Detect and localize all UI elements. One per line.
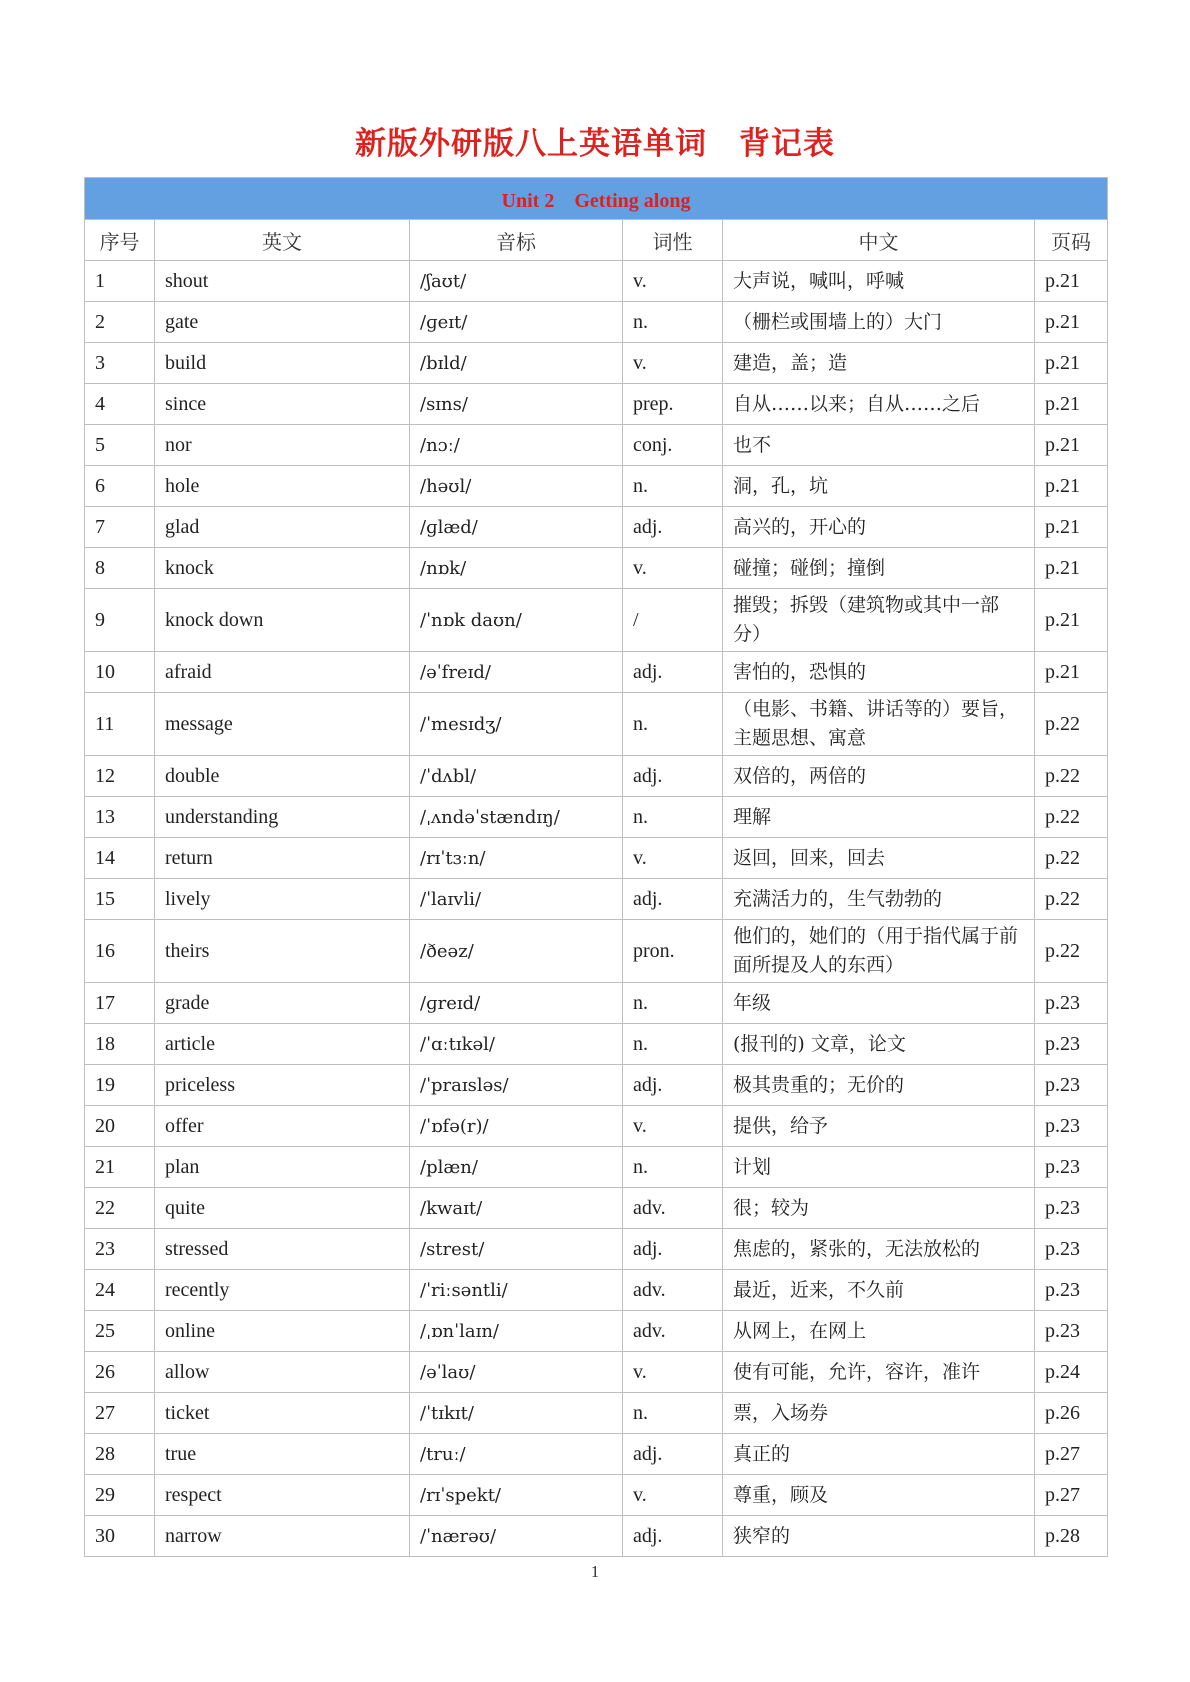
word-part-of-speech: n. bbox=[623, 983, 723, 1024]
word-phonetic: /rɪˈtɜːn/ bbox=[410, 838, 623, 879]
table-row bbox=[85, 879, 1108, 920]
word-number: 30 bbox=[85, 1516, 155, 1557]
word-english: allow bbox=[155, 1352, 410, 1393]
word-page: p.23 bbox=[1035, 1065, 1108, 1106]
word-english: recently bbox=[155, 1270, 410, 1311]
word-phonetic: /ˈɒfə(r)/ bbox=[410, 1106, 623, 1147]
word-part-of-speech: v. bbox=[623, 343, 723, 384]
word-phonetic: /ˈnɒk daʊn/ bbox=[410, 589, 623, 652]
word-number: 27 bbox=[85, 1393, 155, 1434]
word-part-of-speech: conj. bbox=[623, 425, 723, 466]
word-part-of-speech: n. bbox=[623, 1147, 723, 1188]
word-chinese: 提供，给予 bbox=[723, 1106, 1035, 1147]
word-page: p.23 bbox=[1035, 1188, 1108, 1229]
word-part-of-speech: n. bbox=[623, 797, 723, 838]
word-chinese: 大声说，喊叫，呼喊 bbox=[723, 261, 1035, 302]
word-chinese: 年级 bbox=[723, 983, 1035, 1024]
word-chinese: 最近，近来，不久前 bbox=[723, 1270, 1035, 1311]
word-chinese: 洞，孔，坑 bbox=[723, 466, 1035, 507]
word-chinese: 尊重，顾及 bbox=[723, 1475, 1035, 1516]
table-row bbox=[85, 1024, 1108, 1065]
word-english: knock bbox=[155, 548, 410, 589]
word-chinese: 他们的，她们的（用于指代属于前面所提及人的东西） bbox=[723, 920, 1035, 983]
word-part-of-speech: adv. bbox=[623, 1188, 723, 1229]
word-number: 1 bbox=[85, 261, 155, 302]
word-number: 23 bbox=[85, 1229, 155, 1270]
word-phonetic: /ðeəz/ bbox=[410, 920, 623, 983]
word-number: 25 bbox=[85, 1311, 155, 1352]
word-english: priceless bbox=[155, 1065, 410, 1106]
word-english: double bbox=[155, 756, 410, 797]
word-phonetic: /ˈpraɪsləs/ bbox=[410, 1065, 623, 1106]
word-english: glad bbox=[155, 507, 410, 548]
word-number: 6 bbox=[85, 466, 155, 507]
word-page: p.23 bbox=[1035, 1024, 1108, 1065]
word-page: p.23 bbox=[1035, 1147, 1108, 1188]
word-phonetic: /ˌʌndəˈstændɪŋ/ bbox=[410, 797, 623, 838]
word-english: knock down bbox=[155, 589, 410, 652]
word-chinese: 高兴的，开心的 bbox=[723, 507, 1035, 548]
word-number: 22 bbox=[85, 1188, 155, 1229]
word-part-of-speech: / bbox=[623, 589, 723, 652]
word-phonetic: /truː/ bbox=[410, 1434, 623, 1475]
word-chinese: 真正的 bbox=[723, 1434, 1035, 1475]
word-number: 13 bbox=[85, 797, 155, 838]
word-phonetic: /ɡeɪt/ bbox=[410, 302, 623, 343]
unit-title: Unit 2 Getting along bbox=[85, 178, 1108, 220]
table-row bbox=[85, 1516, 1108, 1557]
word-phonetic: /həʊl/ bbox=[410, 466, 623, 507]
word-chinese: （电影、书籍、讲话等的）要旨，主题思想、寓意 bbox=[723, 693, 1035, 756]
word-english: narrow bbox=[155, 1516, 410, 1557]
word-part-of-speech: adj. bbox=[623, 1434, 723, 1475]
word-part-of-speech: n. bbox=[623, 466, 723, 507]
word-english: hole bbox=[155, 466, 410, 507]
word-phonetic: /bɪld/ bbox=[410, 343, 623, 384]
word-phonetic: /ɡreɪd/ bbox=[410, 983, 623, 1024]
word-page: p.21 bbox=[1035, 343, 1108, 384]
word-chinese: 很；较为 bbox=[723, 1188, 1035, 1229]
word-part-of-speech: adj. bbox=[623, 1229, 723, 1270]
word-chinese: 返回，回来，回去 bbox=[723, 838, 1035, 879]
word-part-of-speech: adj. bbox=[623, 879, 723, 920]
word-page: p.21 bbox=[1035, 425, 1108, 466]
word-part-of-speech: adv. bbox=[623, 1270, 723, 1311]
word-part-of-speech: adj. bbox=[623, 507, 723, 548]
word-number: 26 bbox=[85, 1352, 155, 1393]
word-number: 16 bbox=[85, 920, 155, 983]
word-part-of-speech: prep. bbox=[623, 384, 723, 425]
word-number: 9 bbox=[85, 589, 155, 652]
word-chinese: 害怕的，恐惧的 bbox=[723, 652, 1035, 693]
word-page: p.23 bbox=[1035, 983, 1108, 1024]
word-part-of-speech: pron. bbox=[623, 920, 723, 983]
word-phonetic: /ˌɒnˈlaɪn/ bbox=[410, 1311, 623, 1352]
word-english: quite bbox=[155, 1188, 410, 1229]
word-phonetic: /əˈlaʊ/ bbox=[410, 1352, 623, 1393]
word-part-of-speech: n. bbox=[623, 693, 723, 756]
word-english: grade bbox=[155, 983, 410, 1024]
page-title: 新版外研版八上英语单词 背记表 bbox=[355, 126, 835, 162]
word-page: p.21 bbox=[1035, 548, 1108, 589]
table-row bbox=[85, 1434, 1108, 1475]
word-english: ticket bbox=[155, 1393, 410, 1434]
word-phonetic: /ɡlæd/ bbox=[410, 507, 623, 548]
word-english: respect bbox=[155, 1475, 410, 1516]
table-row bbox=[85, 1147, 1108, 1188]
table-row bbox=[85, 838, 1108, 879]
page-number: 1 bbox=[590, 1562, 600, 1581]
word-phonetic: /nɒk/ bbox=[410, 548, 623, 589]
word-page: p.21 bbox=[1035, 652, 1108, 693]
word-chinese: 双倍的，两倍的 bbox=[723, 756, 1035, 797]
table-row bbox=[85, 384, 1108, 425]
table-row bbox=[85, 1352, 1108, 1393]
word-english: build bbox=[155, 343, 410, 384]
header-part-of-speech: 词性 bbox=[623, 220, 723, 261]
word-phonetic: /rɪˈspekt/ bbox=[410, 1475, 623, 1516]
word-number: 10 bbox=[85, 652, 155, 693]
word-phonetic: /sɪns/ bbox=[410, 384, 623, 425]
word-english: shout bbox=[155, 261, 410, 302]
word-number: 20 bbox=[85, 1106, 155, 1147]
table-row bbox=[85, 1393, 1108, 1434]
word-page: p.22 bbox=[1035, 756, 1108, 797]
word-phonetic: /kwaɪt/ bbox=[410, 1188, 623, 1229]
word-number: 28 bbox=[85, 1434, 155, 1475]
word-chinese: 使有可能，允许，容许，准许 bbox=[723, 1352, 1035, 1393]
word-english: return bbox=[155, 838, 410, 879]
word-part-of-speech: n. bbox=[623, 302, 723, 343]
word-chinese: 焦虑的，紧张的，无法放松的 bbox=[723, 1229, 1035, 1270]
word-english: stressed bbox=[155, 1229, 410, 1270]
table-row bbox=[85, 1188, 1108, 1229]
word-number: 12 bbox=[85, 756, 155, 797]
word-english: gate bbox=[155, 302, 410, 343]
table-row bbox=[85, 983, 1108, 1024]
word-number: 3 bbox=[85, 343, 155, 384]
word-chinese: 狭窄的 bbox=[723, 1516, 1035, 1557]
table-row bbox=[85, 548, 1108, 589]
word-page: p.27 bbox=[1035, 1475, 1108, 1516]
table-row bbox=[85, 797, 1108, 838]
word-part-of-speech: v. bbox=[623, 1106, 723, 1147]
word-chinese: 建造，盖；造 bbox=[723, 343, 1035, 384]
word-chinese: 自从……以来；自从……之后 bbox=[723, 384, 1035, 425]
word-number: 14 bbox=[85, 838, 155, 879]
word-phonetic: /ˈnærəʊ/ bbox=[410, 1516, 623, 1557]
word-phonetic: /strest/ bbox=[410, 1229, 623, 1270]
word-number: 7 bbox=[85, 507, 155, 548]
word-page: p.26 bbox=[1035, 1393, 1108, 1434]
word-english: message bbox=[155, 693, 410, 756]
table-row bbox=[85, 261, 1108, 302]
unit-header-row bbox=[85, 178, 1108, 220]
word-english: article bbox=[155, 1024, 410, 1065]
word-phonetic: /ˈdʌbl/ bbox=[410, 756, 623, 797]
word-english: since bbox=[155, 384, 410, 425]
table-row bbox=[85, 1311, 1108, 1352]
word-page: p.22 bbox=[1035, 797, 1108, 838]
word-page: p.21 bbox=[1035, 589, 1108, 652]
word-phonetic: /ˈɑːtɪkəl/ bbox=[410, 1024, 623, 1065]
column-header-row bbox=[85, 220, 1108, 261]
word-phonetic: /ˈmesɪdʒ/ bbox=[410, 693, 623, 756]
table-row bbox=[85, 693, 1108, 756]
word-number: 4 bbox=[85, 384, 155, 425]
word-chinese: 理解 bbox=[723, 797, 1035, 838]
word-chinese: 碰撞；碰倒；撞倒 bbox=[723, 548, 1035, 589]
table-row bbox=[85, 1106, 1108, 1147]
word-english: afraid bbox=[155, 652, 410, 693]
word-number: 5 bbox=[85, 425, 155, 466]
word-phonetic: /ʃaʊt/ bbox=[410, 261, 623, 302]
table-row bbox=[85, 652, 1108, 693]
table-row bbox=[85, 920, 1108, 983]
word-part-of-speech: v. bbox=[623, 1352, 723, 1393]
word-part-of-speech: adj. bbox=[623, 1065, 723, 1106]
word-part-of-speech: v. bbox=[623, 548, 723, 589]
word-part-of-speech: adv. bbox=[623, 1311, 723, 1352]
word-number: 15 bbox=[85, 879, 155, 920]
table-row bbox=[85, 425, 1108, 466]
word-page: p.23 bbox=[1035, 1270, 1108, 1311]
word-english: plan bbox=[155, 1147, 410, 1188]
word-part-of-speech: v. bbox=[623, 261, 723, 302]
word-page: p.21 bbox=[1035, 302, 1108, 343]
word-page: p.22 bbox=[1035, 879, 1108, 920]
table-row bbox=[85, 507, 1108, 548]
word-chinese: 极其贵重的；无价的 bbox=[723, 1065, 1035, 1106]
vocabulary-table bbox=[84, 177, 1108, 1557]
word-part-of-speech: adj. bbox=[623, 1516, 723, 1557]
word-page: p.21 bbox=[1035, 261, 1108, 302]
word-chinese: (报刊的) 文章，论文 bbox=[723, 1024, 1035, 1065]
word-chinese: 票，入场券 bbox=[723, 1393, 1035, 1434]
word-phonetic: /əˈfreɪd/ bbox=[410, 652, 623, 693]
word-part-of-speech: v. bbox=[623, 838, 723, 879]
table-row bbox=[85, 589, 1108, 652]
word-phonetic: /ˈriːsəntli/ bbox=[410, 1270, 623, 1311]
word-number: 19 bbox=[85, 1065, 155, 1106]
word-number: 17 bbox=[85, 983, 155, 1024]
table-row bbox=[85, 1475, 1108, 1516]
word-part-of-speech: n. bbox=[623, 1393, 723, 1434]
header-chinese: 中文 bbox=[723, 220, 1035, 261]
word-page: p.23 bbox=[1035, 1229, 1108, 1270]
word-page: p.22 bbox=[1035, 693, 1108, 756]
word-english: nor bbox=[155, 425, 410, 466]
header-phonetic: 音标 bbox=[410, 220, 623, 261]
word-part-of-speech: adj. bbox=[623, 756, 723, 797]
word-phonetic: /nɔː/ bbox=[410, 425, 623, 466]
word-english: lively bbox=[155, 879, 410, 920]
word-number: 29 bbox=[85, 1475, 155, 1516]
word-page: p.28 bbox=[1035, 1516, 1108, 1557]
word-number: 24 bbox=[85, 1270, 155, 1311]
table-row bbox=[85, 466, 1108, 507]
table-row bbox=[85, 756, 1108, 797]
word-page: p.23 bbox=[1035, 1311, 1108, 1352]
word-english: offer bbox=[155, 1106, 410, 1147]
header-number: 序号 bbox=[85, 220, 155, 261]
word-chinese: 摧毁；拆毁（建筑物或其中一部分） bbox=[723, 589, 1035, 652]
word-part-of-speech: n. bbox=[623, 1024, 723, 1065]
word-page: p.21 bbox=[1035, 507, 1108, 548]
word-chinese: 充满活力的，生气勃勃的 bbox=[723, 879, 1035, 920]
word-english: online bbox=[155, 1311, 410, 1352]
word-number: 2 bbox=[85, 302, 155, 343]
header-english: 英文 bbox=[155, 220, 410, 261]
word-chinese: 从网上，在网上 bbox=[723, 1311, 1035, 1352]
word-page: p.23 bbox=[1035, 1106, 1108, 1147]
word-number: 21 bbox=[85, 1147, 155, 1188]
word-chinese: 计划 bbox=[723, 1147, 1035, 1188]
word-english: true bbox=[155, 1434, 410, 1475]
word-page: p.27 bbox=[1035, 1434, 1108, 1475]
word-phonetic: /plæn/ bbox=[410, 1147, 623, 1188]
word-page: p.21 bbox=[1035, 466, 1108, 507]
word-part-of-speech: v. bbox=[623, 1475, 723, 1516]
word-chinese: （栅栏或围墙上的）大门 bbox=[723, 302, 1035, 343]
word-number: 11 bbox=[85, 693, 155, 756]
word-chinese: 也不 bbox=[723, 425, 1035, 466]
table-row bbox=[85, 1270, 1108, 1311]
word-english: understanding bbox=[155, 797, 410, 838]
word-part-of-speech: adj. bbox=[623, 652, 723, 693]
word-page: p.21 bbox=[1035, 384, 1108, 425]
word-phonetic: /ˈlaɪvli/ bbox=[410, 879, 623, 920]
word-page: p.22 bbox=[1035, 920, 1108, 983]
table-row bbox=[85, 1065, 1108, 1106]
word-english: theirs bbox=[155, 920, 410, 983]
word-number: 18 bbox=[85, 1024, 155, 1065]
word-page: p.24 bbox=[1035, 1352, 1108, 1393]
word-page: p.22 bbox=[1035, 838, 1108, 879]
table-row bbox=[85, 1229, 1108, 1270]
table-row bbox=[85, 343, 1108, 384]
table-row bbox=[85, 302, 1108, 343]
header-page: 页码 bbox=[1035, 220, 1108, 261]
word-phonetic: /ˈtɪkɪt/ bbox=[410, 1393, 623, 1434]
word-number: 8 bbox=[85, 548, 155, 589]
